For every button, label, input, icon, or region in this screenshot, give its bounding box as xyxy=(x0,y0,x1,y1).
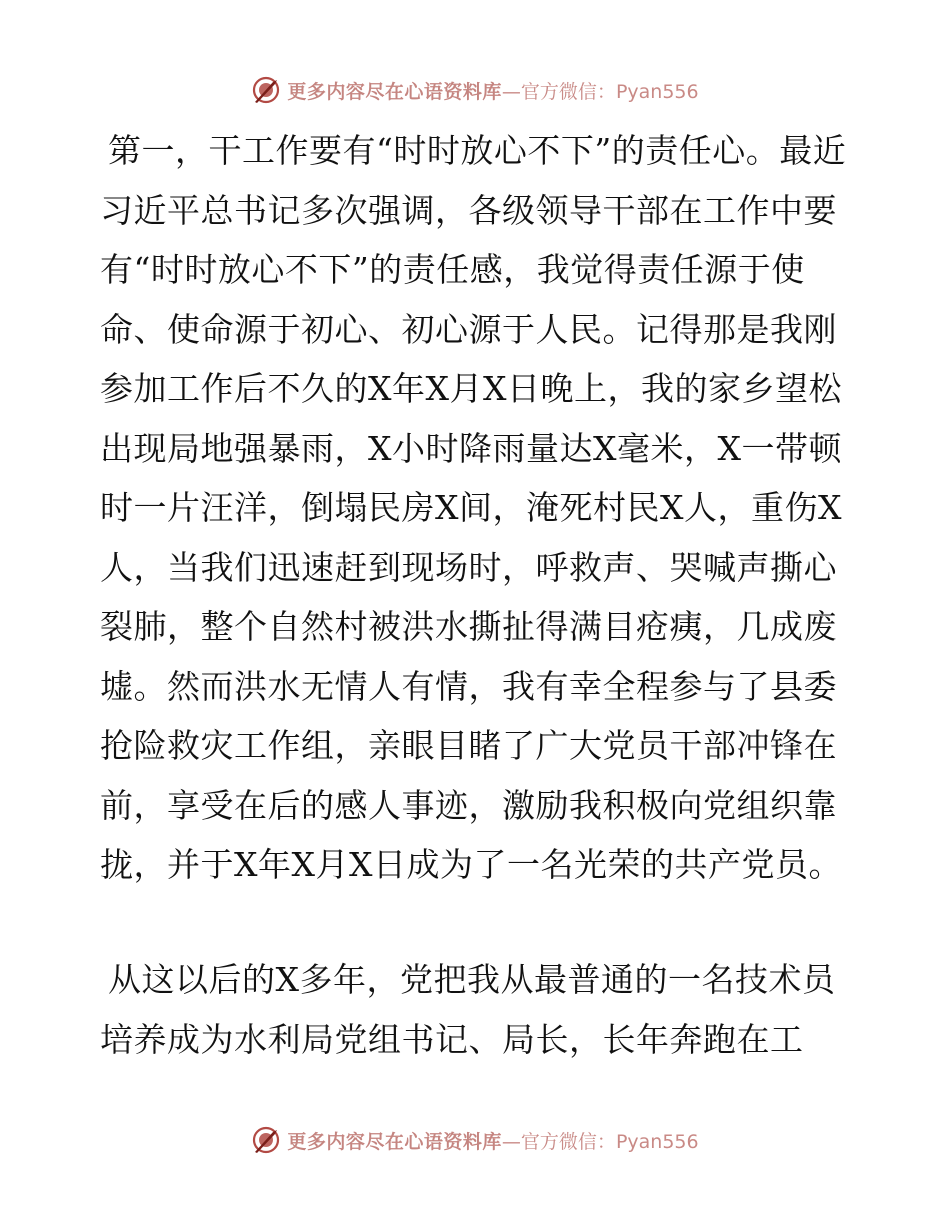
watermark-text xyxy=(287,1127,698,1154)
quill-seal-icon xyxy=(251,75,281,105)
body-paragraph-1: 第一，干工作要有“时时放心不下”的责任心。最近习近平总书记多次强调，各级领导干部在工作中要有“时时放心不下”的责任感，我觉得责任源于使命、使命源于初心、初心源于人民。记得那是我刚参加工作后不久的X年X月X日晚上，我的家乡望松出现局地强暴雨，X小时降雨量达X毫米，X一带顿时一片汪洋，倒塌民房X间，淹死村民X人，重伤X人，当我们迅速赶到现场时，呼救声、哭喊声撕心裂肺，整个自然村被洪水撕扯得满目疮痍，几成废墟。然而洪水无情人有情，我有幸全程参与了县委抢险救灾工作组，亲眼目睹了广大党员干部冲锋在前，享受在后的感人事迹，激励我积极向党组织靠拢，并于X年X月X日成为了一名光荣的共产党员。 xyxy=(100,131,847,884)
watermark-wechat-label: 官方微信： xyxy=(520,1130,616,1153)
header-watermark xyxy=(0,70,950,110)
quill-seal-icon xyxy=(251,1125,281,1155)
watermark-separator: — xyxy=(501,1130,521,1153)
footer-watermark xyxy=(0,1120,950,1160)
watermark-wechat-id: Pyan556 xyxy=(615,80,699,103)
body-paragraph-2: 从这以后的X多年，党把我从最普通的一名技术员培养成为水利局党组书记、局长，长年奔跑在工 xyxy=(100,960,836,1059)
watermark-wechat-id: Pyan556 xyxy=(615,1130,699,1153)
watermark-wechat-label: 官方微信： xyxy=(520,80,616,103)
watermark-brand: 更多内容尽在心语资料库 xyxy=(287,80,502,103)
watermark-separator: — xyxy=(501,80,521,103)
watermark-text xyxy=(287,77,698,104)
watermark-brand: 更多内容尽在心语资料库 xyxy=(287,1130,502,1153)
